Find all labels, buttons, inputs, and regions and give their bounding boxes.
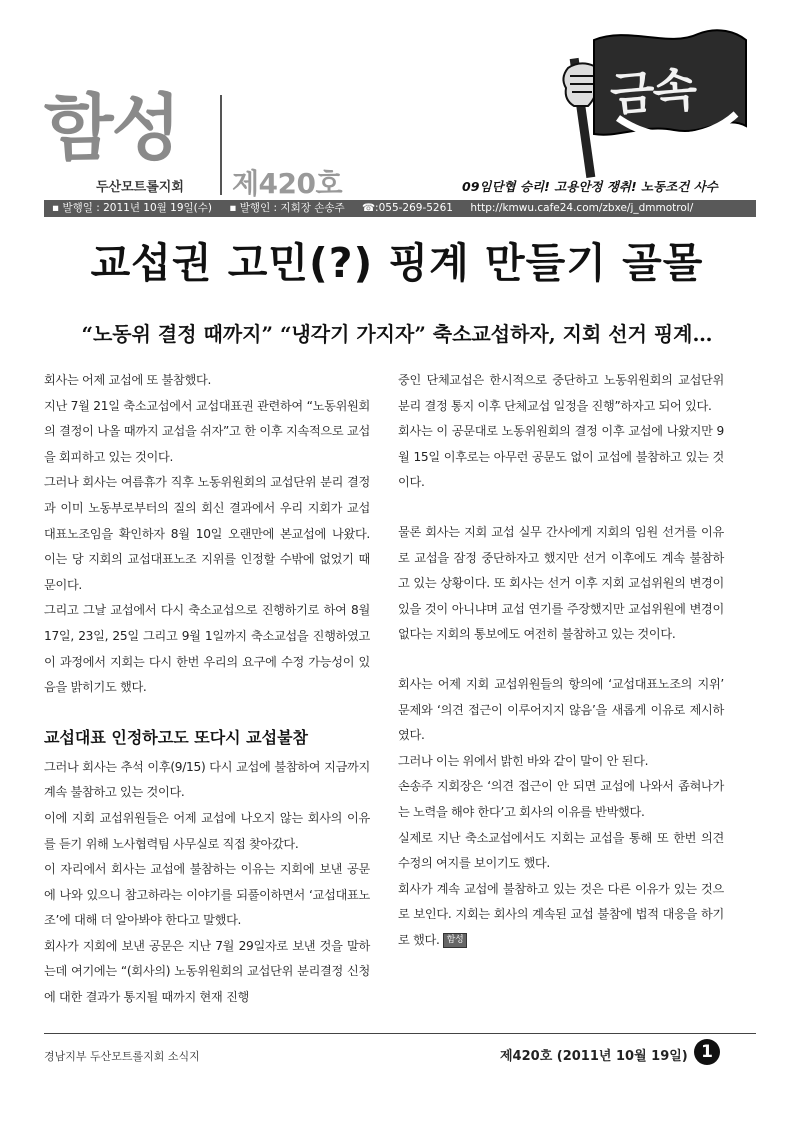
paragraph: 물론 회사는 지회 교섭 실무 간사에게 지회의 임원 선거를 이유로 교섭을 잠정 중단하자고 했지만 선거 이후에도 계속 불참하고 있는 상황이다. 또 회사는 선거 이후 지회 교섭위원의 변경이 있을 것이 아니냐며 교섭 연기를 주장했지만 교섭위원에 변경이 없다는 지회의 통보에도 여전히 불참하고 있는 것이다. [398, 524, 724, 642]
branch-name: 두산모트롤지회 [96, 180, 184, 195]
paragraph: 이에 지회 교섭위원들은 어제 교섭에 나오지 않는 회사의 이유를 듣기 위해 노사협력팀 사무실로 직접 찾아갔다. [44, 810, 370, 851]
newsletter-title: 함성 [44, 86, 180, 170]
section-heading: 교섭대표 인정하고도 또다시 교섭불참 [44, 727, 309, 747]
paragraph: 그러나 회사는 여름휴가 직후 노동위원회의 교섭단위 분리 결정과 이미 노동부로부터의 질의 회신 결과에서 우리 지회가 교섭대표노조임을 확인하자 8월 10일 오랜만에 본교섭에 나왔다. 이는 당 지회의 교섭대표노조 지위를 인정할 수밖에 없었기 때문이다. [44, 475, 370, 592]
publisher: ▪ 발행인 : 지회장 손송주 [229, 202, 345, 214]
paragraph: 중인 단체교섭은 한시적으로 중단하고 노동위원회의 교섭단위 분리 결정 통지 이후 단체교섭 일정을 진행”하자고 되어 있다. [398, 373, 724, 413]
left-column [44, 368, 370, 1011]
paragraph: 그러나 이는 위에서 밝힌 바와 같이 말이 안 된다. [398, 753, 649, 768]
headline: 교섭권 고민(?) 핑계 만들기 골몰 [90, 239, 704, 287]
issue-number: 제420호 [232, 167, 343, 200]
paragraph [398, 877, 724, 954]
spacer [398, 648, 724, 672]
logo-text: 금속 [608, 62, 697, 122]
info-bar [44, 200, 756, 217]
right-column [398, 368, 724, 953]
paragraph: 회사는 이 공문대로 노동위원회의 결정 이후 교섭에 나왔지만 9월 15일 이후로는 아무런 공문도 없이 교섭에 불참하고 있는 것이다. [398, 424, 724, 490]
paragraph: 손송주 지회장은 ‘의견 접근이 안 되면 교섭에 나와서 좁혀나가는 노력을 해야 한다’고 회사의 이유를 반박했다. [398, 779, 724, 819]
paragraph: 실제로 지난 축소교섭에서도 지회는 교섭을 통해 또 한번 의견 수정의 여지를 보이기도 했다. [398, 830, 724, 871]
website-link[interactable]: http://kmwu.cafe24.com/zbxe/j_dmmotrol/ [470, 202, 694, 214]
phone: ☎:055-269-5261 [361, 202, 453, 214]
footer-publication: 경남지부 두산모트롤지회 소식지 [44, 1050, 200, 1063]
paragraph: 그러나 회사는 추석 이후(9/15) 다시 교섭에 불참하여 지금까지 계속 불참하고 있는 것이다. [44, 759, 370, 800]
publish-date: ▪ 발행일 : 2011년 10월 19일(수) [52, 202, 212, 214]
union-flag-logo [548, 18, 748, 178]
masthead-divider [220, 95, 222, 195]
paragraph: 그리고 그날 교섭에서 다시 축소교섭으로 진행하기로 하여 8월 17일, 23일, 25일 그리고 9월 1일까지 축소교섭을 진행하였고 이 과정에서 지회는 다시 한번 우리의 요구에 수정 가능성이 있음을 밝히기도 했다. [44, 603, 370, 695]
end-stamp: 함성 [443, 933, 468, 948]
subheadline: “노동위 결정 때까지” “냉각기 가지자” 축소교섭하자, 지회 선거 핑계… [81, 322, 713, 346]
slogan: 09임단협 승리! 고용안정 쟁취! 노동조건 사수 [462, 179, 718, 194]
paragraph: 지난 7월 21일 축소교섭에서 교섭대표권 관련하여 “노동위원회의 결정이 나올 때까지 교섭을 쉬자”고 한 이후 지속적으로 교섭을 회피하고 있는 것이다. [44, 398, 370, 464]
paragraph: 회사가 지회에 보낸 공문은 지난 7월 29일자로 보낸 것을 말하는데 여기에는 “(회사의) 노동위원회의 교섭단위 분리결정 신청에 대한 결과가 통지될 때까지 현재 진행 [44, 938, 370, 1005]
page-number: 1 [694, 1039, 720, 1065]
footer-issue-date: 제420호 (2011년 10월 19일) [500, 1049, 688, 1064]
paragraph-text: 회사가 계속 교섭에 불참하고 있는 것은 다른 이유가 있는 것으로 보인다. 지회는 회사의 계속된 교섭 불참에 법적 대응을 하기로 했다. [398, 881, 724, 947]
paragraph: 회사는 어제 교섭에 또 불참했다. [44, 373, 212, 387]
spacer [398, 496, 724, 520]
paragraph: 회사는 어제 지회 교섭위원들의 항의에 ‘교섭대표노조의 지위’ 문제와 ‘의견 접근이 이루어지지 않음’을 새롭게 이유로 제시하였다. [398, 676, 724, 743]
footer-divider [44, 1033, 756, 1034]
paragraph: 이 자리에서 회사는 교섭에 불참하는 이유는 지회에 보낸 공문에 나와 있으니 참고하라는 이야기를 되풀이하면서 ‘교섭대표노조’에 대해 더 알아봐야 한다고 말했다. [44, 862, 370, 928]
